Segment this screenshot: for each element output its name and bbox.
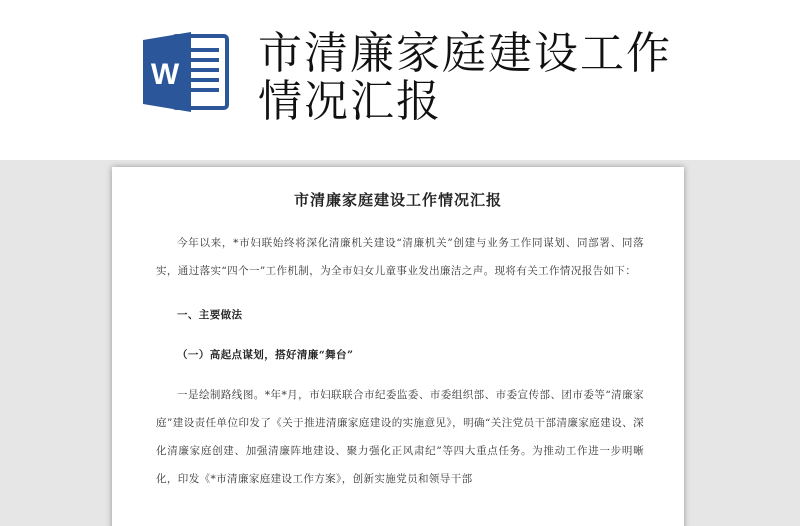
section-heading: 一、主要做法 [177, 309, 243, 321]
body-paragraph: 一是绘制路线图。*年*月，市妇联联合市纪委监委、市委组织部、市委宣传部、团市委等“清廉家庭”建设责任单位印发了《关于推进清廉家庭建设的实施意见》，明确“关注党员干部清廉家庭建设、深化清廉家庭创建、加强清廉阵地建设、聚力强化正风肃纪”等四大重点任务。为推动工作进一步明晰化，印发《*市清廉家庭建设工作方案》，创新实施党员和领导干部 [156, 389, 644, 485]
header-title: 市清廉家庭建设工作情况汇报 [258, 28, 672, 127]
document-page [112, 167, 684, 526]
document-body [156, 229, 644, 509]
word-icon-letter: W [150, 58, 180, 91]
document-title: 市清廉家庭建设工作情况汇报 [293, 191, 502, 209]
intro-paragraph: 今年以来，*市妇联始终将深化清廉机关建设“清廉机关”创建与业务工作同谋划、同部署、同落实，通过落实“四个一”工作机制，为全市妇女儿童事业发出廉洁之声。现将有关工作情况报告如下： [156, 237, 644, 277]
word-icon [143, 30, 231, 114]
subsection-heading: （一）高起点谋划，搭好清廉“舞台” [177, 349, 354, 361]
